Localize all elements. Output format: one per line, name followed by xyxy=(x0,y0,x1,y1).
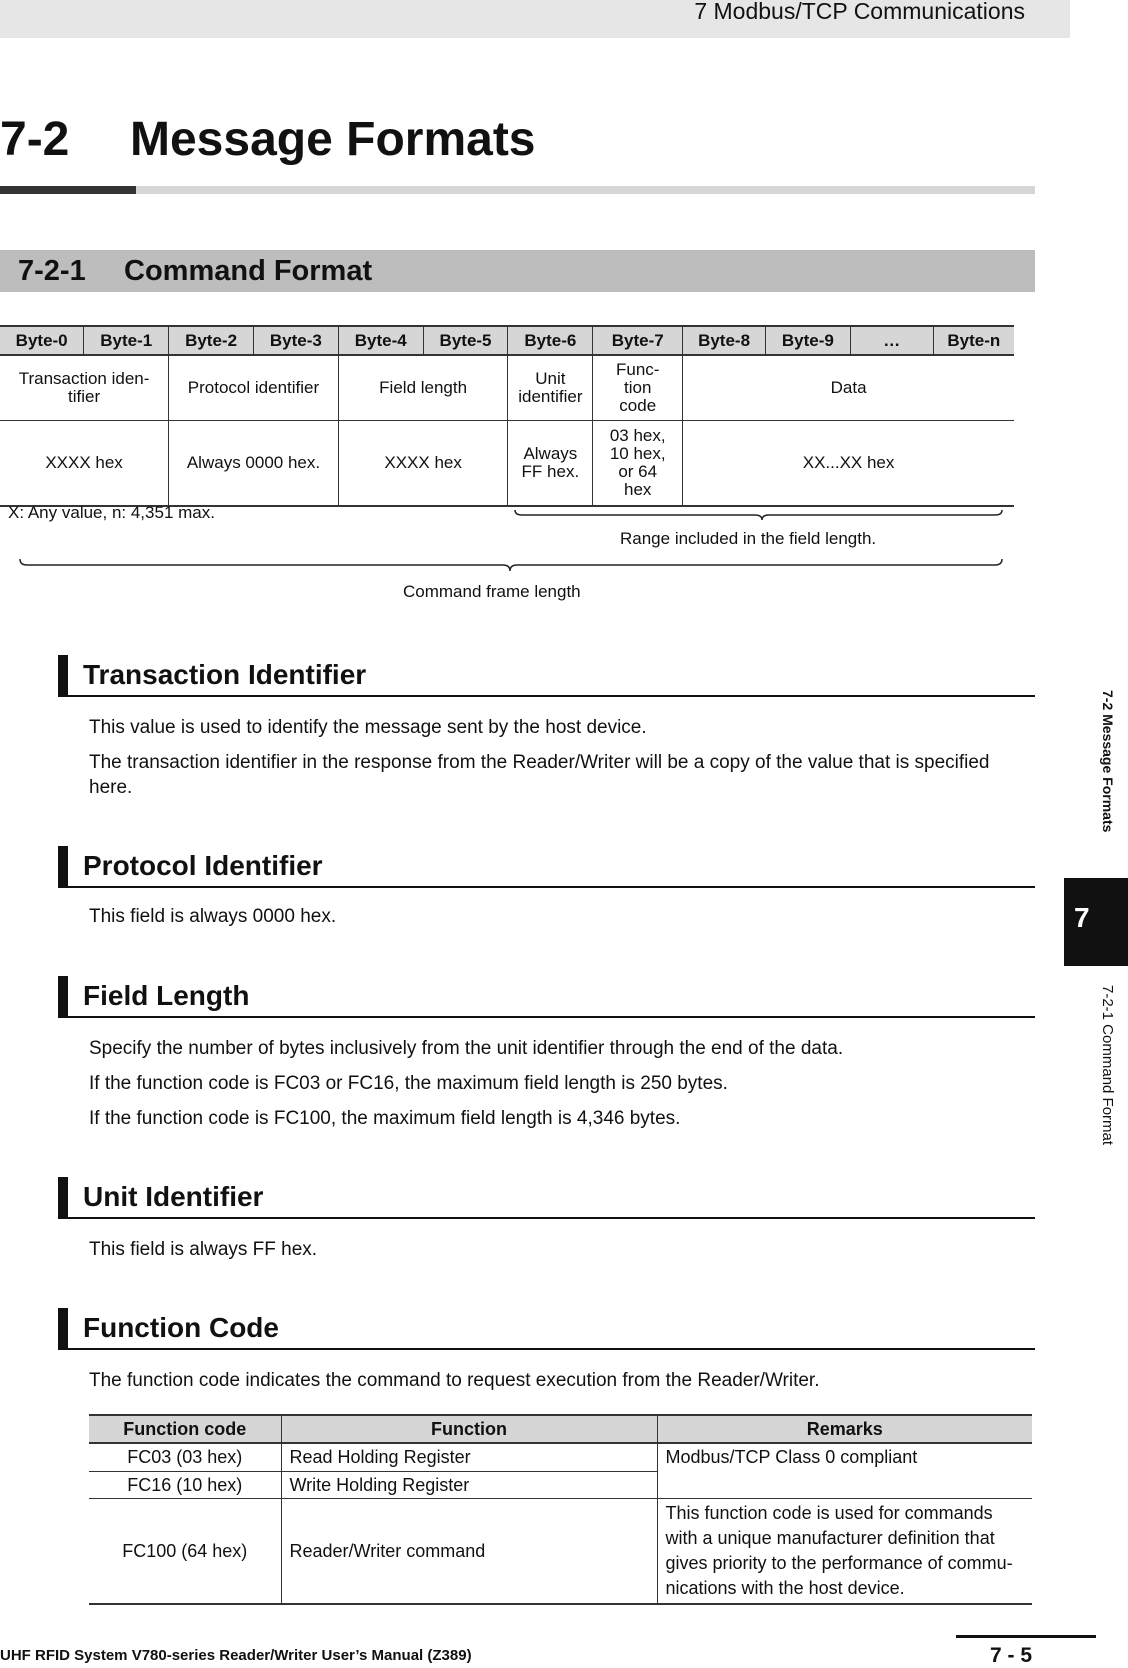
byte-header-cell: Byte-4 xyxy=(338,326,423,355)
byte-header-cell: … xyxy=(850,326,933,355)
field-length-heading xyxy=(58,976,1035,1018)
field-name-row xyxy=(0,355,1014,421)
byte-header-cell: Byte-6 xyxy=(508,326,593,355)
paragraph: This field is always FF hex. xyxy=(89,1239,318,1260)
side-label-text: 7-2 Message Formats xyxy=(1100,690,1116,833)
function-value-cell: 03 hex, 10 hex, or 64 hex xyxy=(593,421,683,507)
byte-header-cell: Byte-7 xyxy=(593,326,683,355)
transaction-value-cell: XXXX hex xyxy=(0,421,169,507)
command-format-table xyxy=(0,325,1014,507)
page-number: 7 - 5 xyxy=(990,1644,1033,1667)
field-length-name-cell: Field length xyxy=(338,355,508,421)
unit-name-cell: Unit identifier xyxy=(508,355,593,421)
footer-manual-title: UHF RFID System V780-series Reader/Writer User’s Manual (Z389) xyxy=(0,1647,472,1664)
side-label-text: 7-2-1 Command Format xyxy=(1099,985,1116,1146)
byte-header-cell: Byte-2 xyxy=(169,326,254,355)
title-rule-light xyxy=(136,186,1035,194)
paragraph: Specify the number of bytes inclusively from the unit identifier through the end of the data. xyxy=(89,1038,844,1059)
function-name-cell: Func-tion code xyxy=(593,355,683,421)
function-cell: Reader/Writer command xyxy=(281,1499,657,1605)
column-header: Function code xyxy=(89,1415,281,1443)
table-header-row xyxy=(89,1415,1032,1443)
byte-header-cell: Byte-8 xyxy=(683,326,766,355)
heading-text: Protocol Identifier xyxy=(83,850,323,881)
title-number: 7-2 xyxy=(0,113,70,166)
transaction-identifier-heading xyxy=(58,655,1035,697)
byte-header-cell: Byte-9 xyxy=(765,326,850,355)
function-cell: Write Holding Register xyxy=(281,1472,657,1499)
title-rule xyxy=(0,186,136,194)
byte-header-cell: Byte-3 xyxy=(253,326,338,355)
section-number: 7-2-1 xyxy=(18,255,86,287)
heading-text: Function Code xyxy=(83,1312,279,1343)
table-note: X: Any value, n: 4,351 max. xyxy=(8,503,215,522)
unit-value-cell: Always FF hex. xyxy=(508,421,593,507)
paragraph: If the function code is FC100, the maximum field length is 4,346 bytes. xyxy=(89,1108,681,1129)
frame-length-label: Command frame length xyxy=(403,582,581,601)
unit-identifier-heading xyxy=(58,1177,1035,1219)
byte-header-cell: Byte-n xyxy=(933,326,1014,355)
function-code-cell: FC03 (03 hex) xyxy=(89,1443,281,1472)
data-name-cell: Data xyxy=(683,355,1014,421)
heading-text: Unit Identifier xyxy=(83,1181,264,1212)
paragraph: This field is always 0000 hex. xyxy=(89,906,337,927)
heading-text: Transaction Identifier xyxy=(83,659,367,690)
remarks-cell: This function code is used for commands with a unique manufacturer definition that gives priority to the performance of commu-nications with the host device. xyxy=(657,1499,1032,1605)
function-code-cell: FC100 (64 hex) xyxy=(89,1499,281,1605)
byte-header-cell: Byte-0 xyxy=(0,326,84,355)
title-text: Message Formats xyxy=(130,113,536,166)
function-code-cell: FC16 (10 hex) xyxy=(89,1472,281,1499)
frame-length-brace xyxy=(20,559,1002,571)
byte-header-cell: Byte-5 xyxy=(423,326,508,355)
section-title: Command Format xyxy=(124,255,373,287)
protocol-name-cell: Protocol identifier xyxy=(169,355,339,421)
byte-header-cell: Byte-1 xyxy=(84,326,169,355)
footer-rule xyxy=(956,1635,1096,1638)
chapter-tab xyxy=(1064,878,1128,966)
remarks-cell: Modbus/TCP Class 0 compliant xyxy=(657,1443,1032,1499)
protocol-identifier-heading xyxy=(58,846,1035,888)
field-length-value-cell: XXXX hex xyxy=(338,421,508,507)
paragraph: The function code indicates the command to request execution from the Reader/Writer. xyxy=(89,1370,820,1391)
column-header: Function xyxy=(281,1415,657,1443)
range-label: Range included in the field length. xyxy=(620,529,877,548)
paragraph: If the function code is FC03 or FC16, the maximum field length is 250 bytes. xyxy=(89,1073,728,1094)
data-value-cell: XX...XX hex xyxy=(683,421,1014,507)
side-subsection-label xyxy=(1092,985,1120,1165)
running-title: 7 Modbus/TCP Communications xyxy=(694,0,1025,24)
column-header: Remarks xyxy=(657,1415,1032,1443)
paragraph: The transaction identifier in the response from the Reader/Writer will be a copy of the value that is specified here. xyxy=(89,752,990,798)
chapter-number: 7 xyxy=(1074,902,1090,933)
page-title xyxy=(0,112,536,167)
function-code-table xyxy=(89,1414,1032,1605)
section-heading-bar xyxy=(0,250,1035,292)
heading-text: Field Length xyxy=(83,980,250,1011)
protocol-value-cell: Always 0000 hex. xyxy=(169,421,339,507)
function-cell: Read Holding Register xyxy=(281,1443,657,1472)
paragraph: This value is used to identify the message sent by the host device. xyxy=(89,717,647,738)
function-code-heading xyxy=(58,1308,1035,1350)
field-value-row xyxy=(0,421,1014,507)
side-section-label xyxy=(1092,690,1120,860)
byte-header-row xyxy=(0,326,1014,355)
transaction-name-cell: Transaction iden-tifier xyxy=(0,355,169,421)
table-row xyxy=(89,1499,1032,1605)
field-length-brace xyxy=(515,510,1002,520)
table-row xyxy=(89,1443,1032,1472)
